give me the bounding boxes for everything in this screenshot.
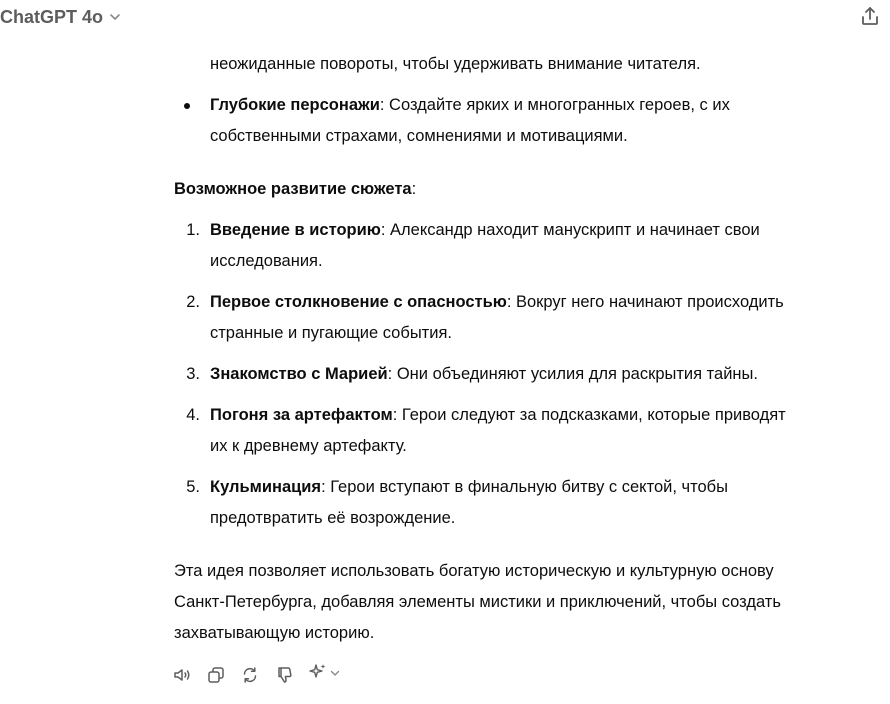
chevron-down-icon	[107, 9, 123, 25]
step-bold: Введение в историю	[210, 221, 381, 239]
thumbs-down-icon	[274, 665, 294, 685]
step-text: : Вокруг него начинают происходить	[506, 293, 784, 311]
closing-line: Эта идея позволяет использовать богатую историческую и культурную основу	[174, 562, 774, 580]
bullet-bold: Глубокие персонажи	[210, 96, 380, 114]
list-item	[174, 400, 834, 462]
step-line	[210, 472, 834, 503]
top-bar	[0, 0, 890, 36]
sparkle-icon	[308, 662, 328, 687]
regenerate-button[interactable]	[240, 665, 260, 685]
bullet-marker	[184, 103, 190, 109]
list-item	[174, 287, 834, 349]
bullet-text-cont: собственными страхами, сомнениями и мотивациями.	[210, 127, 628, 145]
read-aloud-button[interactable]	[172, 665, 192, 685]
step-line	[210, 359, 834, 390]
step-bold: Погоня за артефактом	[210, 406, 393, 424]
list-number: 5.	[186, 478, 200, 496]
bullet-sep: :	[379, 96, 385, 114]
share-icon	[859, 5, 881, 32]
bullet-text-line	[210, 90, 834, 121]
step-text: : Герои вступают в финальную битву с сектой, чтобы	[321, 478, 728, 496]
step-line-cont: предотвратить её возрождение.	[210, 509, 456, 527]
list-number: 3.	[186, 365, 200, 383]
message-actions	[172, 662, 341, 687]
step-line-cont: исследования.	[210, 252, 323, 270]
share-button[interactable]	[856, 4, 884, 32]
list-number: 2.	[186, 293, 200, 311]
thumbs-down-button[interactable]	[274, 665, 294, 685]
list-number: 1.	[186, 221, 200, 239]
step-text: : Герои следуют за подсказками, которые приводят	[392, 406, 786, 424]
list-item	[174, 90, 834, 152]
closing-line: Санкт-Петербурга, добавляя элементы мистики и приключений, чтобы создать	[174, 593, 781, 611]
assistant-message	[174, 49, 834, 649]
list-item	[174, 49, 834, 80]
step-line	[210, 287, 834, 318]
model-switcher[interactable]	[0, 4, 123, 30]
step-bold: Знакомство с Марией	[210, 365, 388, 383]
speaker-icon	[172, 665, 192, 685]
chevron-down-icon	[329, 666, 341, 684]
closing-paragraph	[174, 556, 834, 649]
section-heading	[174, 174, 834, 205]
copy-icon	[206, 665, 226, 685]
step-line-cont: их к древнему артефакту.	[210, 437, 407, 455]
list-item	[174, 472, 834, 534]
bullet-text: неожиданные повороты, чтобы удерживать внимание читателя.	[210, 55, 701, 73]
model-options-button[interactable]	[308, 662, 341, 687]
section-heading-bold: Возможное развитие сюжета	[174, 180, 412, 198]
section-heading-sep: :	[411, 180, 417, 198]
step-line	[210, 215, 834, 246]
copy-button[interactable]	[206, 665, 226, 685]
regenerate-icon	[240, 665, 260, 685]
list-number: 4.	[186, 406, 200, 424]
step-bold: Кульминация	[210, 478, 322, 496]
step-text: : Александр находит манускрипт и начинает свои	[380, 221, 760, 239]
list-item	[174, 215, 834, 277]
closing-line: захватывающую историю.	[174, 624, 375, 642]
model-name: ChatGPT 4o	[0, 6, 104, 27]
list-item	[174, 359, 834, 390]
bullet-text: Создайте ярких и многогранных героев, с их	[384, 96, 730, 114]
step-line	[210, 400, 834, 431]
step-text: : Они объединяют усилия для раскрытия тайны.	[387, 365, 758, 383]
step-bold: Первое столкновение с опасностью	[210, 293, 507, 311]
step-line-cont: странные и пугающие события.	[210, 324, 452, 342]
